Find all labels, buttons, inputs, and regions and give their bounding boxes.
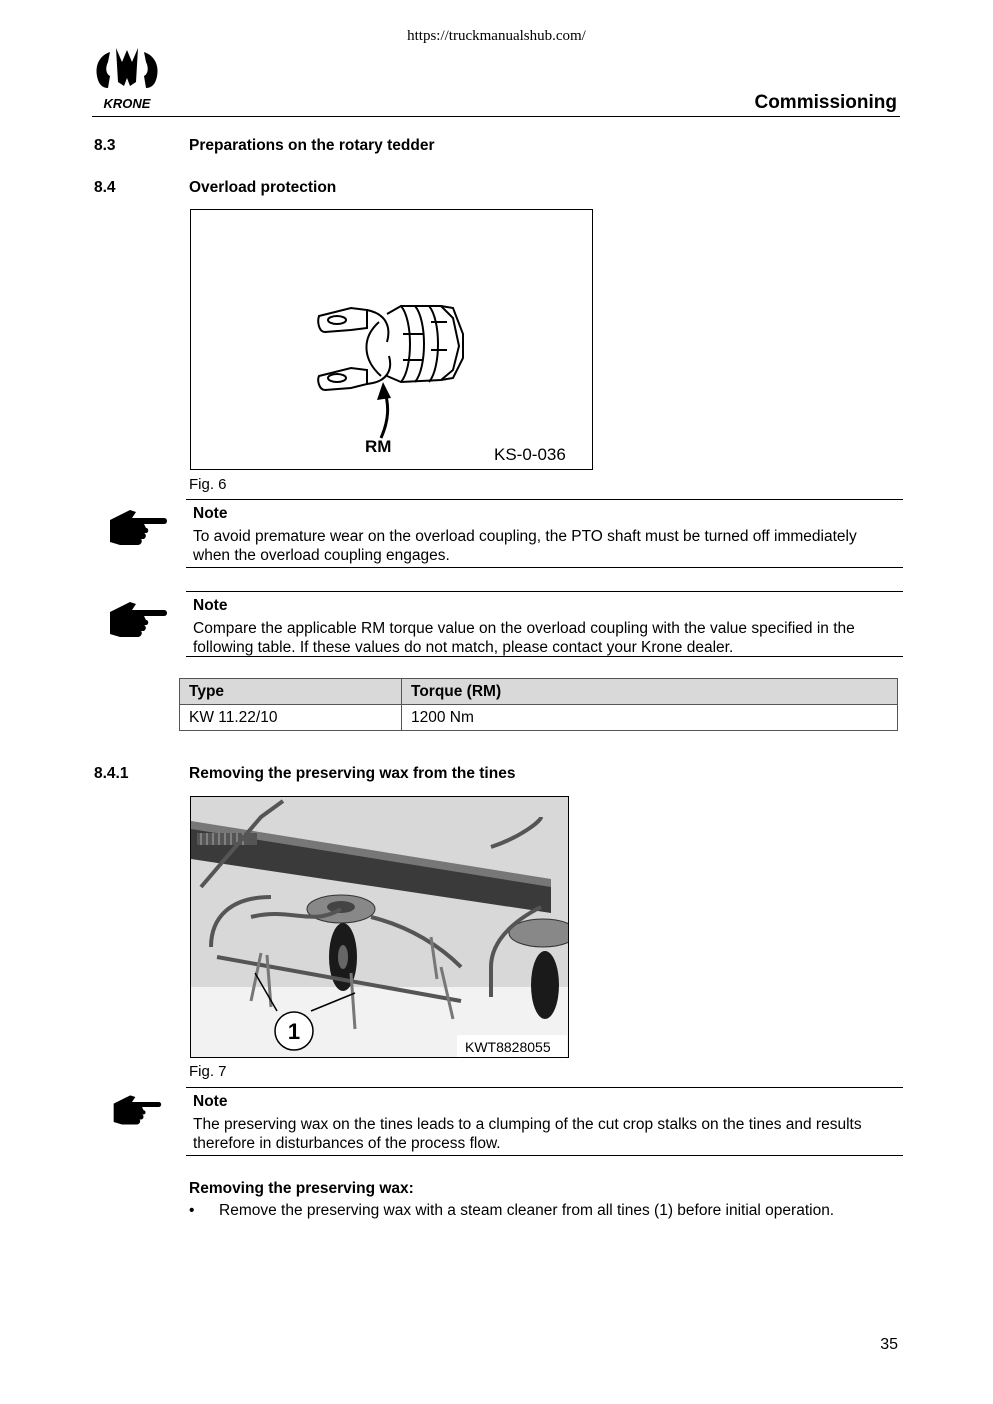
note-heading: Note bbox=[193, 505, 228, 522]
overload-coupling-drawing bbox=[191, 210, 592, 469]
column-header-type: Type bbox=[180, 679, 402, 705]
note-top-rule bbox=[186, 591, 903, 592]
chapter-title: Commissioning bbox=[754, 92, 897, 113]
column-header-torque: Torque (RM) bbox=[402, 679, 898, 705]
note-bottom-rule bbox=[186, 1155, 903, 1156]
procedure-heading: Removing the preserving wax: bbox=[189, 1180, 414, 1197]
tedder-tines-photo bbox=[191, 797, 568, 1057]
note-bottom-rule bbox=[186, 656, 903, 657]
table-row bbox=[180, 705, 898, 731]
header-divider bbox=[92, 116, 900, 117]
logo-wordmark: KRONE bbox=[103, 96, 151, 111]
figure-code: KWT8828055 bbox=[465, 1039, 551, 1055]
section-number: 8.4.1 bbox=[94, 765, 129, 782]
page-number: 35 bbox=[880, 1336, 898, 1353]
figure-caption: Fig. 7 bbox=[189, 1063, 227, 1080]
note-text: Compare the applicable RM torque value on the overload coupling with the value specified in the following table. If these values do not match, please contact your Krone dealer. bbox=[193, 620, 855, 656]
bullet-marker: • bbox=[189, 1202, 195, 1219]
pointing-hand-icon bbox=[108, 506, 168, 554]
note-heading: Note bbox=[193, 597, 228, 614]
note-top-rule bbox=[186, 499, 903, 500]
pointing-hand-icon bbox=[108, 598, 168, 646]
table-cell-torque: 1200 Nm bbox=[402, 705, 898, 731]
callout-number: 1 bbox=[287, 1019, 301, 1044]
torque-table bbox=[179, 678, 898, 731]
note-top-rule bbox=[186, 1087, 903, 1088]
krone-logo bbox=[92, 42, 162, 114]
figure-tedder-tines bbox=[190, 796, 569, 1058]
rm-label: RM bbox=[365, 437, 392, 456]
note-bottom-rule bbox=[186, 567, 903, 568]
table-header-row bbox=[180, 679, 898, 705]
figure-code: KS-0-036 bbox=[494, 445, 566, 464]
pointing-hand-icon bbox=[112, 1092, 162, 1132]
figure-caption: Fig. 6 bbox=[189, 476, 227, 493]
section-title: Overload protection bbox=[189, 179, 337, 196]
note-text: The preserving wax on the tines leads to a clumping of the cut crop stalks on the tines and results therefore in disturbances of the process flow. bbox=[193, 1116, 862, 1152]
section-number: 8.3 bbox=[94, 137, 116, 154]
note-text: To avoid premature wear on the overload coupling, the PTO shaft must be turned off immediately when the overload coupling engages. bbox=[193, 528, 857, 564]
table-cell-type: KW 11.22/10 bbox=[180, 705, 402, 731]
note-heading: Note bbox=[193, 1093, 228, 1110]
figure-overload-coupling bbox=[190, 209, 593, 470]
section-title: Preparations on the rotary tedder bbox=[189, 137, 435, 154]
section-number: 8.4 bbox=[94, 179, 116, 196]
procedure-step: Remove the preserving wax with a steam cleaner from all tines (1) before initial operation. bbox=[219, 1202, 835, 1219]
section-title: Removing the preserving wax from the tines bbox=[189, 765, 516, 782]
source-url: https://truckmanualshub.com/ bbox=[407, 28, 586, 44]
